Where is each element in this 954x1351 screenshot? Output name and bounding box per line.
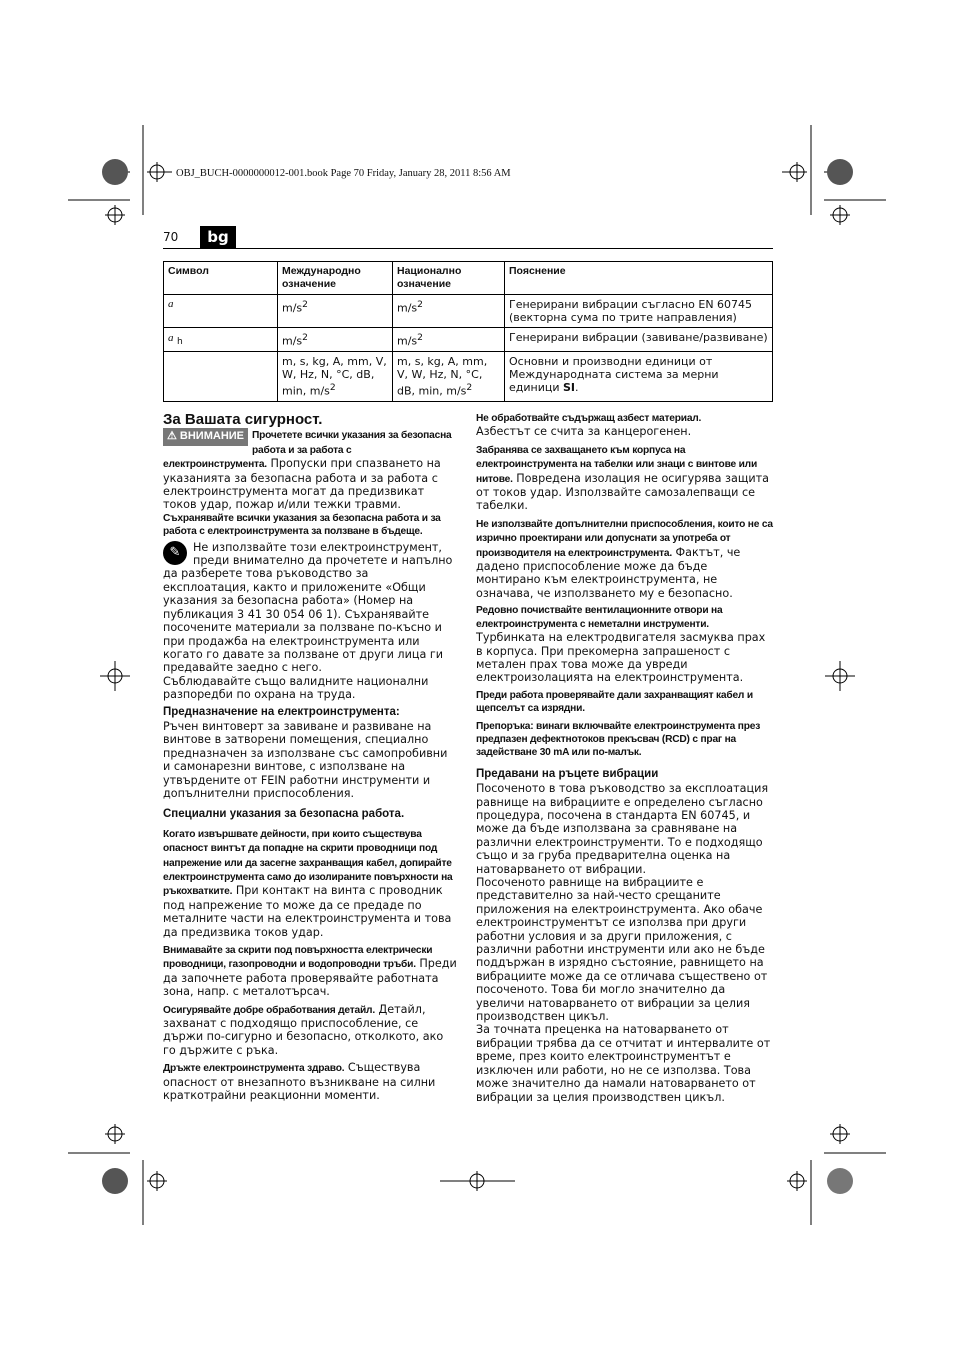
subheading: Предавани на ръцете вибрации bbox=[476, 767, 659, 780]
paragraph: Посоченото в това ръководство за експлоатация равнище на вибрациите е определено съгласно процедура, посочена в стандарта EN 60745, и може да бъде използвана за сравняване на различни електроинструменти. То е подходящо също и за груба предварителна оценка на натоварването от вибрации. bbox=[476, 782, 769, 876]
paragraph: ⚠ ВНИМАНИЕ Прочетете всички указания за безопасна работа и за работа с електроинструмента. Пропуски при спазването на указанията за безопасна работа и за работа с електроинструмента могат да предизвикат токов удар, пожар и/или тежки травми. bbox=[163, 430, 452, 512]
paragraph: Турбинката на електродвигателя засмуква прах в корпуса. При прекомерна запрашеност с метален прах това може да увреди електроизолацията на електроинструмента. bbox=[476, 631, 766, 685]
nat-cell: m, s, kg, A, mm, V, W, Hz, N, °C, dB, min, $m/s^2$ bbox=[393, 352, 505, 402]
symbol-cell: a bbox=[164, 295, 278, 328]
read-manual-icon: ✎ bbox=[163, 541, 187, 565]
intl-cell: m, s, kg, A, mm, V, W, Hz, N, °C, dB, min, $m/s^2$ bbox=[278, 352, 393, 402]
section-title: За Вашата сигурност. bbox=[163, 411, 323, 428]
table-row bbox=[164, 328, 773, 352]
subheading: Предназначение на електроинструмента: bbox=[163, 705, 400, 718]
paragraph: Посоченото равнище на вибрациите е представително за най-често срещаните приложения на електроинструмента. Ако обаче електроинструментът се използва при други работни условия и за други приложения, с различни работни инструменти или ако не бъде поддържан в изрядно състояние, равнището на вибрациите може да се отличава съществено от посоченото. Това би могло значително да увеличи натоварването от вибрации за целия производствен цикъл. bbox=[476, 876, 768, 1024]
table-header-row bbox=[164, 262, 773, 295]
nat-cell: $m/s^2$ bbox=[393, 328, 505, 352]
paragraph: Ръчен винтоверт за завиване и развиване на винтове в затворени помещения, специално предназначен за използване със самопробивни и самонарезни винтове, с използване на утвърдените от FEIN работни инструменти и допълнителни приспособления. bbox=[163, 719, 448, 800]
paragraph: Осигурявайте добре обработвания детайл. Детайл, захванат с подходящо приспособление, се държи по-сигурно и безопасно, отколкото, ако го държите с ръка. bbox=[163, 1002, 444, 1057]
paragraph: Не използвайте допълнителни приспособления, които не са изрично проектирани или допуснати за употреба от производителя на електроинструмента. Фактът, че дадено приспособление може да бъде монтирано към електроинструмента, не означава, че използването му е безопасно. bbox=[476, 518, 773, 600]
warning-badge: ⚠ ВНИМАНИЕ bbox=[163, 428, 248, 445]
page-number: 70 bbox=[163, 230, 179, 244]
explanation-cell: Генерирани вибрации (завиване/развиване) bbox=[505, 328, 773, 352]
paragraph: Забранява се захващането към корпуса на електроинструмента на табелки или знаци с винтове или нитове. Повредена изолация не осигурява защита от токов удар. Използвайте самозалепващи се табелки. bbox=[476, 444, 770, 513]
paragraph: Съхранявайте всички указания за безопасна работа и за работа с електроинструмента за ползване в бъдеще. bbox=[163, 512, 441, 538]
table-header: Национално означение bbox=[393, 262, 505, 295]
subheading: Специални указания за безопасна работа. bbox=[163, 808, 405, 821]
paragraph: Дръжте електроинструмента здраво. Съществува опасност от внезапното възникване на силни краткотрайни реакционни моменти. bbox=[163, 1061, 436, 1103]
symbol-cell bbox=[164, 352, 278, 402]
table-header: Символ bbox=[164, 262, 278, 295]
language-badge: bg bbox=[200, 226, 236, 248]
intl-cell: $m/s^2$ bbox=[278, 295, 393, 328]
paragraph: Съблюдавайте също валидните национални разпоредби по охрана на труда. bbox=[163, 674, 429, 702]
explanation-cell: Генерирани вибрации съгласно EN 60745 (векторна сума по трите направления) bbox=[505, 295, 773, 328]
paragraph: За точната преценка на натоварването от вибрации трябва да се отчитат и интервалите от време, през които електроинструментът е изключен или работи, но не се използва. Това може значително да намали натоварването от вибрации за целия производствен цикъл. bbox=[476, 1023, 771, 1104]
print-slug: OBJ_BUCH-0000000012-001.book Page 70 Friday, January 28, 2011 8:56 AM bbox=[176, 168, 511, 179]
symbols-table bbox=[163, 261, 773, 402]
nat-cell: $m/s^2$ bbox=[393, 295, 505, 328]
paragraph: Преди работа проверявайте дали захранващият кабел и щепселът са изрядни. bbox=[476, 689, 753, 715]
table-row bbox=[164, 352, 773, 402]
intl-cell: $m/s^2$ bbox=[278, 328, 393, 352]
left-column bbox=[163, 413, 458, 1103]
paragraph: Когато извършвате дейности, при които съществува опасност винтът да попадне на скрити проводници под напрежение или да засегне захранващия кабел, допирайте електроинструмента само до изолираните повърхности на ръкохватките. При контакт на винта с проводник под напрежение то може да се предаде по металните части на електроинструмента и това да предизвика токов удар. bbox=[163, 828, 453, 939]
table-header: Пояснение bbox=[505, 262, 773, 295]
table-header: Международно означение bbox=[278, 262, 393, 295]
explanation-cell: Основни и производни единици от Международната система за мерни единици SI. bbox=[505, 352, 773, 402]
paragraph: Внимавайте за скрити под повърхността електрически проводници, газопроводни и водопроводни тръби. Преди да започнете работа проверявайте работната зона, напр. с металотърсач. bbox=[163, 945, 457, 999]
right-column bbox=[476, 412, 773, 1104]
paragraph: Препоръка: винаги включвайте електроинструмента през предпазен дефектнотоков прекъсвач (RCD) с праг на задействане 30 mA или по-малък. bbox=[476, 720, 761, 759]
paragraph: Редовно почиствайте вентилационните отвори на електроинструмента с неметални инструменти. bbox=[476, 605, 723, 630]
paragraph: Не обработвайте съдържащ азбест материал. bbox=[476, 413, 702, 424]
paragraph: ✎ Не използвайте този електроинструмент, преди внимателно да прочетете и напълно да разберете това ръководство за експлоатация, както и приложените «Общи указания за безопасна работа» (Номер на публикация 3 41 30 054 06 1). Съхранявайте посочените материали за ползване по-късно и при продажба на електроинструмента или когато го давате за ползване от други лица ги предавайте заедно с него. bbox=[163, 540, 453, 675]
header-rule bbox=[163, 248, 773, 249]
paragraph: Азбестът се счита за канцерогенен. bbox=[476, 425, 692, 439]
table-row bbox=[164, 295, 773, 328]
symbol-cell: a $_h$ bbox=[164, 328, 278, 352]
